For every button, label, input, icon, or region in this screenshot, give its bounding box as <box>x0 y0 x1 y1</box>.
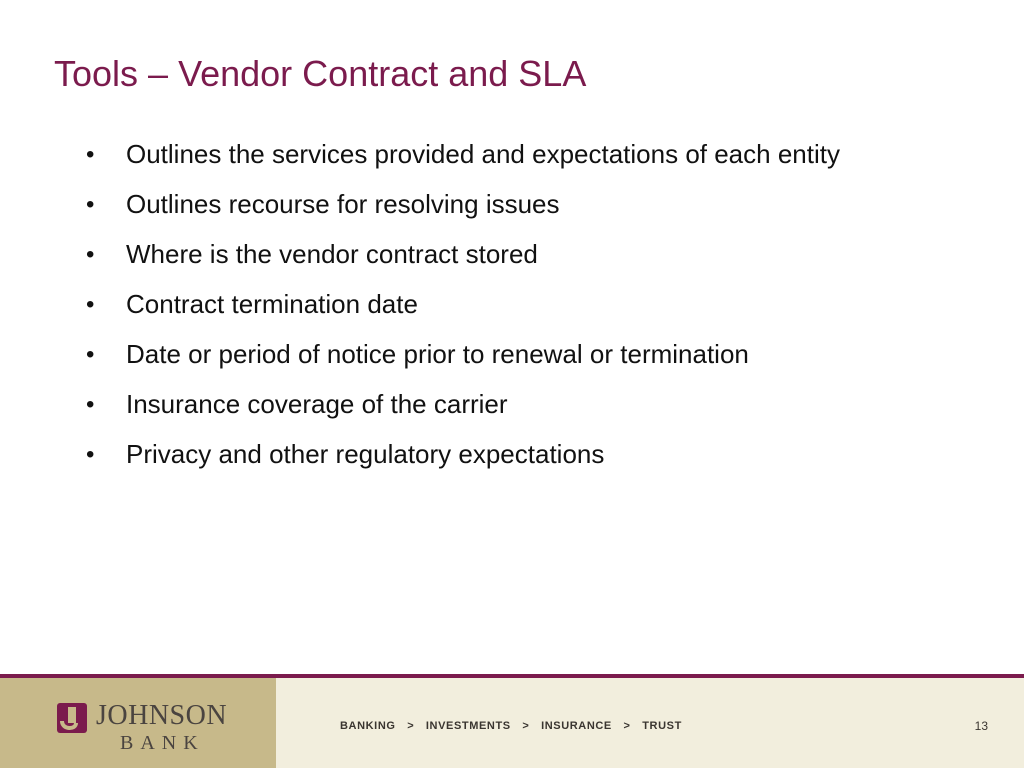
bullet-list <box>86 136 936 486</box>
johnson-bank-logo-icon <box>57 703 87 733</box>
nav-separator: > <box>522 720 530 732</box>
bullet-item <box>86 236 936 273</box>
nav-separator: > <box>623 720 631 732</box>
nav-item-banking: BANKING <box>340 720 396 732</box>
bullet-text: Insurance coverage of the carrier <box>126 389 508 419</box>
nav-item-insurance: INSURANCE <box>541 720 612 732</box>
bullet-item <box>86 136 926 173</box>
bullet-text: Where is the vendor contract stored <box>126 239 538 269</box>
bullet-text: Outlines recourse for resolving issues <box>126 189 560 219</box>
bullet-dot: • <box>86 441 95 468</box>
bullet-dot: • <box>86 191 95 218</box>
bullet-item <box>86 386 936 423</box>
nav-separator: > <box>407 720 415 732</box>
bullet-dot: • <box>86 291 95 318</box>
bullet-dot: • <box>86 391 95 418</box>
bullet-item <box>86 286 936 323</box>
bullet-item <box>86 336 936 373</box>
bullet-dot: • <box>86 141 95 168</box>
bullet-item <box>86 186 936 223</box>
slide-title: Tools – Vendor Contract and SLA <box>54 53 587 94</box>
footer-nav <box>340 719 682 733</box>
logo-name: JOHNSON <box>96 700 228 731</box>
bullet-text: Privacy and other regulatory expectations <box>126 439 605 469</box>
bullet-text: Outlines the services provided and expectations of each entity <box>126 139 840 169</box>
page-number: 13 <box>974 719 988 733</box>
bullet-dot: • <box>86 341 95 368</box>
nav-item-trust: TRUST <box>642 720 682 732</box>
nav-item-investments: INVESTMENTS <box>425 720 511 732</box>
bullet-dot: • <box>86 241 95 268</box>
bullet-text: Contract termination date <box>126 289 418 319</box>
bullet-item <box>86 436 936 473</box>
bullet-text: Date or period of notice prior to renewal or termination <box>126 339 749 369</box>
logo-sub: BANK <box>120 732 205 754</box>
